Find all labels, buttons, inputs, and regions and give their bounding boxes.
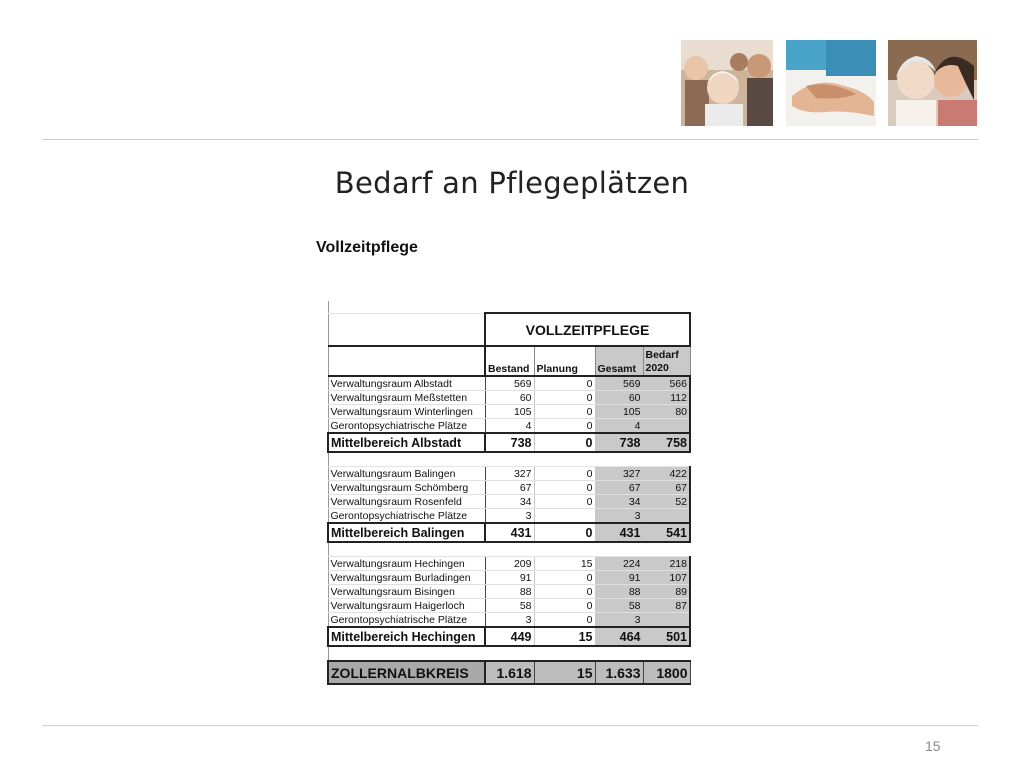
value-gesamt: 327 [595,467,643,481]
row-label: Gerontopsychiatrische Plätze [328,419,485,434]
value-bestand: 3 [485,613,534,628]
value-planung: 0 [534,495,595,509]
value-planung: 0 [534,613,595,628]
value-bestand: 569 [485,376,534,391]
value-bedarf: 422 [643,467,690,481]
header-divider [42,139,978,140]
empty-cell [595,301,643,313]
value-planung: 0 [534,376,595,391]
value-planung: 0 [534,599,595,613]
subtotal-bestand: 738 [485,433,534,452]
table-row [328,481,690,495]
table-heading: VOLLZEITPFLEGE [485,313,690,346]
value-gesamt: 3 [595,613,643,628]
heading-row [328,313,690,346]
value-bedarf [643,419,690,434]
value-bedarf [643,613,690,628]
spacer-row [328,452,690,467]
subtotal-row [328,523,690,542]
subtotal-bedarf: 501 [643,627,690,646]
value-bestand: 58 [485,599,534,613]
empty-cell [643,301,690,313]
value-bestand: 209 [485,557,534,571]
value-gesamt: 34 [595,495,643,509]
value-bestand: 88 [485,585,534,599]
section-heading: Vollzeitpflege [316,239,418,256]
row-label: Verwaltungsraum Rosenfeld [328,495,485,509]
empty-cell [643,646,690,661]
total-label: ZOLLERNALBKREIS [328,661,485,684]
column-header-2: Planung [534,346,595,376]
value-bedarf: 89 [643,585,690,599]
column-header-row [328,346,690,376]
value-planung: 15 [534,557,595,571]
table-row [328,419,690,434]
spacer-row [328,646,690,661]
value-planung: 0 [534,467,595,481]
row-label: Gerontopsychiatrische Plätze [328,509,485,524]
empty-cell [485,542,534,557]
value-planung: 0 [534,405,595,419]
subtotal-gesamt: 738 [595,433,643,452]
value-planung [534,509,595,524]
row-label: Verwaltungsraum Meßstetten [328,391,485,405]
subtotal-bedarf: 758 [643,433,690,452]
subtotal-planung: 0 [534,433,595,452]
value-planung: 0 [534,585,595,599]
value-bedarf: 218 [643,557,690,571]
value-bestand: 60 [485,391,534,405]
empty-cell [485,452,534,467]
holding-hands-photo [786,40,876,126]
column-header-1: Bestand [485,346,534,376]
value-planung: 0 [534,419,595,434]
row-label: Verwaltungsraum Schömberg [328,481,485,495]
subtotal-bedarf: 541 [643,523,690,542]
subtotal-gesamt: 464 [595,627,643,646]
row-label: Gerontopsychiatrische Plätze [328,613,485,628]
table-row [328,613,690,628]
row-label: Verwaltungsraum Hechingen [328,557,485,571]
row-label: Verwaltungsraum Balingen [328,467,485,481]
subtotal-label: Mittelbereich Hechingen [328,627,485,646]
empty-cell [534,542,595,557]
value-bedarf: 52 [643,495,690,509]
column-header-4: Bedarf 2020 [643,346,690,376]
subtotal-gesamt: 431 [595,523,643,542]
value-bedarf: 566 [643,376,690,391]
value-bedarf: 112 [643,391,690,405]
value-gesamt: 91 [595,571,643,585]
empty-cell [534,646,595,661]
table-row [328,509,690,524]
empty-cell [328,646,485,661]
value-bedarf: 87 [643,599,690,613]
slide-title: Bedarf an Pflegeplätzen [334,166,690,200]
empty-cell [595,452,643,467]
value-bedarf: 80 [643,405,690,419]
subtotal-label: Mittelbereich Albstadt [328,433,485,452]
row-label: Verwaltungsraum Albstadt [328,376,485,391]
empty-cell [485,301,534,313]
empty-cell [328,313,485,346]
row-label: Verwaltungsraum Haigerloch [328,599,485,613]
total-bestand: 1.618 [485,661,534,684]
value-gesamt: 88 [595,585,643,599]
empty-cell [643,542,690,557]
subtotal-row [328,433,690,452]
value-bestand: 91 [485,571,534,585]
table-row [328,495,690,509]
value-bedarf: 67 [643,481,690,495]
value-planung: 0 [534,571,595,585]
total-gesamt: 1.633 [595,661,643,684]
empty-cell [328,301,485,313]
empty-cell [595,542,643,557]
empty-cell [534,452,595,467]
value-gesamt: 224 [595,557,643,571]
row-label: Verwaltungsraum Burladingen [328,571,485,585]
row-label: Verwaltungsraum Bisingen [328,585,485,599]
table-row [328,391,690,405]
value-gesamt: 67 [595,481,643,495]
empty-cell [485,646,534,661]
value-planung: 0 [534,481,595,495]
column-header-3: Gesamt [595,346,643,376]
table-row [328,599,690,613]
subtotal-planung: 15 [534,627,595,646]
table-row [328,467,690,481]
footer-divider [42,725,978,726]
table-row [328,585,690,599]
total-row [328,661,690,684]
value-planung: 0 [534,391,595,405]
table-row [328,376,690,391]
value-bestand: 3 [485,509,534,524]
subtotal-bestand: 431 [485,523,534,542]
value-bestand: 4 [485,419,534,434]
value-gesamt: 105 [595,405,643,419]
table-row [328,405,690,419]
empty-cell [643,452,690,467]
subtotal-label: Mittelbereich Balingen [328,523,485,542]
value-gesamt: 3 [595,509,643,524]
spacer-row [328,301,690,313]
value-gesamt: 58 [595,599,643,613]
value-gesamt: 569 [595,376,643,391]
empty-cell [328,452,485,467]
row-label: Verwaltungsraum Winterlingen [328,405,485,419]
value-bestand: 67 [485,481,534,495]
value-bestand: 327 [485,467,534,481]
spacer-row [328,542,690,557]
spreadsheet-table [327,301,691,685]
empty-cell [328,542,485,557]
empty-cell [595,646,643,661]
table-row [328,571,690,585]
value-bedarf: 107 [643,571,690,585]
empty-cell [328,346,485,376]
value-bestand: 105 [485,405,534,419]
subtotal-row [328,627,690,646]
total-planung: 15 [534,661,595,684]
empty-cell [534,301,595,313]
value-gesamt: 60 [595,391,643,405]
page-number: 15 [925,738,941,754]
value-gesamt: 4 [595,419,643,434]
subtotal-bestand: 449 [485,627,534,646]
total-bedarf: 1800 [643,661,690,684]
subtotal-planung: 0 [534,523,595,542]
value-bedarf [643,509,690,524]
group-of-seniors-photo [681,40,773,126]
senior-and-caregiver-photo [888,40,977,126]
value-bestand: 34 [485,495,534,509]
table-row [328,557,690,571]
